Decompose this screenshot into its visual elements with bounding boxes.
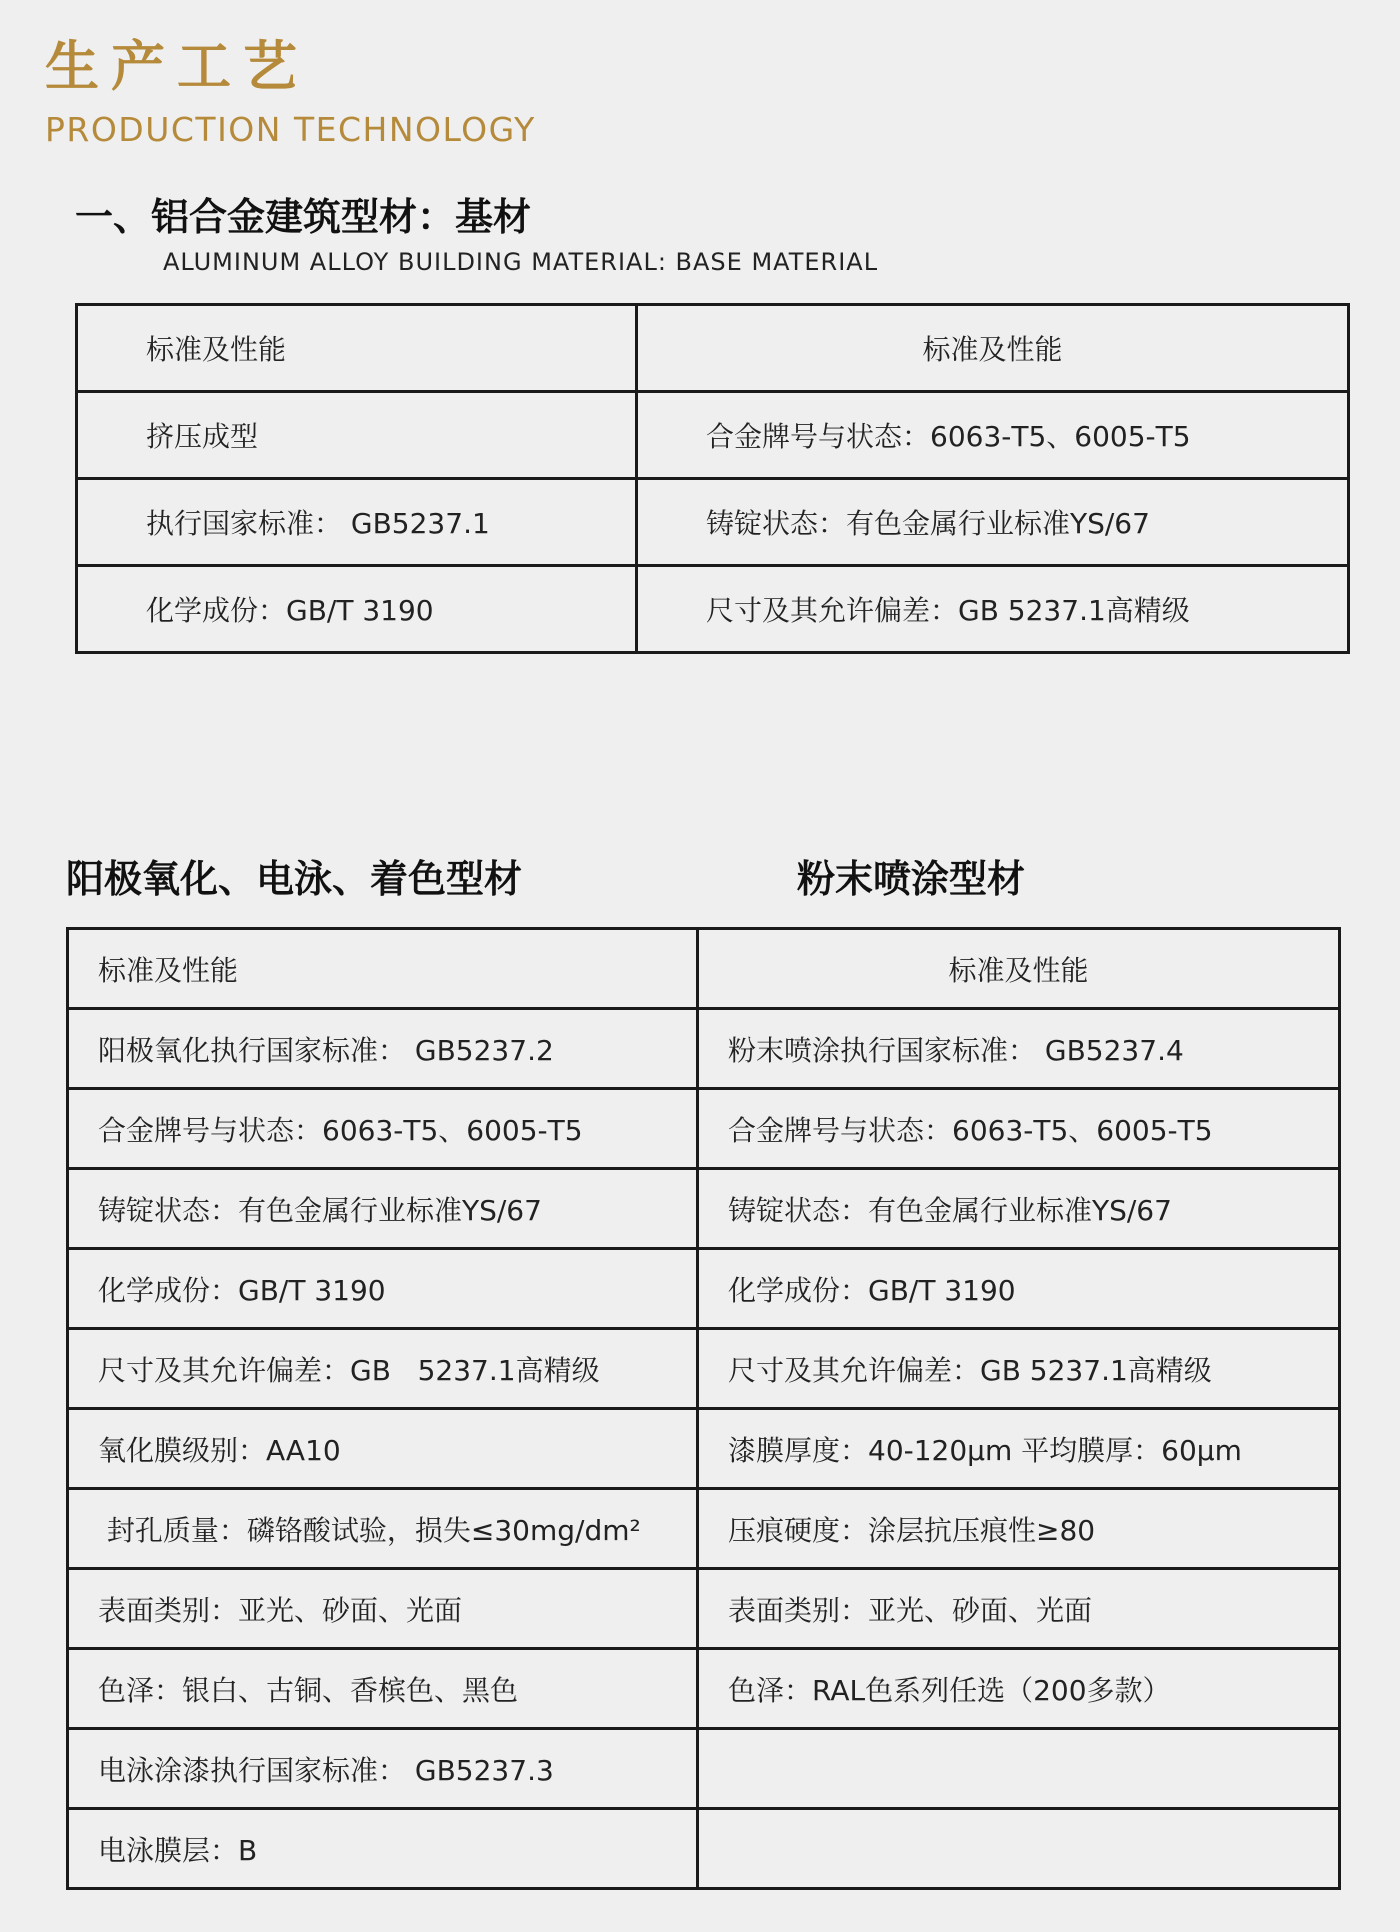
table-cell: 尺寸及其允许偏差：GB 5237.1高精级	[698, 1329, 1340, 1409]
table-cell: 挤压成型	[77, 392, 637, 479]
table-cell: 执行国家标准： GB5237.1	[77, 479, 637, 566]
table-cell: 封孔质量：磷铬酸试验，损失≤30mg/dm²	[68, 1489, 698, 1569]
table-row	[68, 1089, 1340, 1169]
table-row	[68, 1809, 1340, 1889]
table-cell: 铸锭状态：有色金属行业标准YS/67	[68, 1169, 698, 1249]
table-row	[77, 566, 1349, 653]
table-row	[77, 392, 1349, 479]
table-cell: 铸锭状态：有色金属行业标准YS/67	[637, 479, 1349, 566]
page-title: 生产工艺	[45, 35, 309, 98]
table-row	[68, 1329, 1340, 1409]
table-cell: 合金牌号与状态：6063-T5、6005-T5	[637, 392, 1349, 479]
base-material-table	[75, 303, 1350, 654]
table-cell: 色泽：银白、古铜、香槟色、黑色	[68, 1649, 698, 1729]
table-row	[68, 1649, 1340, 1729]
table-row	[68, 1489, 1340, 1569]
table-row	[68, 1729, 1340, 1809]
table-cell: 电泳涂漆执行国家标准： GB5237.3	[68, 1729, 698, 1809]
table-cell: 表面类别：亚光、砂面、光面	[68, 1569, 698, 1649]
table-cell: 漆膜厚度：40-120μm 平均膜厚：60μm	[698, 1409, 1340, 1489]
table-cell: 尺寸及其允许偏差：GB 5237.1高精级	[637, 566, 1349, 653]
table-row	[68, 1009, 1340, 1089]
table-cell: 标准及性能	[68, 929, 698, 1009]
table-cell: 标准及性能	[77, 305, 637, 392]
table-row	[68, 1409, 1340, 1489]
table-cell: 压痕硬度：涂层抗压痕性≥80	[698, 1489, 1340, 1569]
table-header-row	[77, 305, 1349, 392]
section1-title: 一、铝合金建筑型材：基材	[75, 195, 532, 239]
table-cell: 色泽：RAL色系列任选（200多款）	[698, 1649, 1340, 1729]
table-cell: 化学成份：GB/T 3190	[68, 1249, 698, 1329]
table-cell: 粉末喷涂执行国家标准： GB5237.4	[698, 1009, 1340, 1089]
table-cell: 铸锭状态：有色金属行业标准YS/67	[698, 1169, 1340, 1249]
table-cell: 氧化膜级别：AA10	[68, 1409, 698, 1489]
section1-subtitle: ALUMINUM ALLOY BUILDING MATERIAL: BASE MATERIAL	[163, 248, 879, 276]
table-cell: 合金牌号与状态：6063-T5、6005-T5	[698, 1089, 1340, 1169]
table-cell: 阳极氧化执行国家标准： GB5237.2	[68, 1009, 698, 1089]
finish-specs-table	[66, 927, 1341, 1890]
table-cell: 标准及性能	[637, 305, 1349, 392]
table-cell: 尺寸及其允许偏差：GB 5237.1高精级	[68, 1329, 698, 1409]
section2-title-anodized: 阳极氧化、电泳、着色型材	[66, 857, 523, 901]
page-subtitle: PRODUCTION TECHNOLOGY	[45, 110, 536, 149]
table-cell: 电泳膜层：B	[68, 1809, 698, 1889]
table-cell-empty	[698, 1729, 1340, 1809]
table-row	[68, 1249, 1340, 1329]
table-cell: 表面类别：亚光、砂面、光面	[698, 1569, 1340, 1649]
table-row	[68, 1569, 1340, 1649]
table-row	[77, 479, 1349, 566]
table-cell-empty	[698, 1809, 1340, 1889]
table-cell: 合金牌号与状态：6063-T5、6005-T5	[68, 1089, 698, 1169]
table-cell: 化学成份：GB/T 3190	[698, 1249, 1340, 1329]
table-cell: 标准及性能	[698, 929, 1340, 1009]
table-row	[68, 1169, 1340, 1249]
section2-title-powder: 粉末喷涂型材	[797, 857, 1026, 901]
table-cell: 化学成份：GB/T 3190	[77, 566, 637, 653]
table-header-row	[68, 929, 1340, 1009]
